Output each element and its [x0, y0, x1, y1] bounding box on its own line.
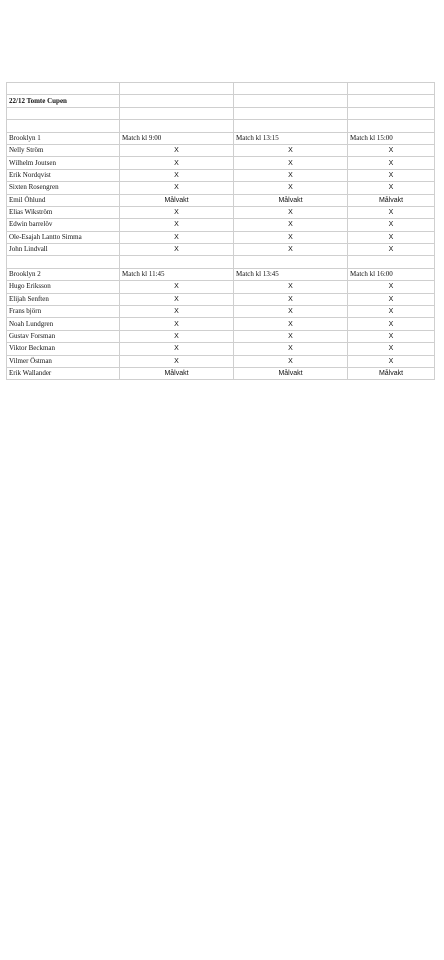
match-time-header: Match kl 16:00 — [348, 268, 435, 280]
player-row — [7, 144, 435, 156]
player-name: Erik Nordqvist — [7, 169, 120, 181]
match-time-header: Match kl 13:45 — [234, 268, 348, 280]
player-row — [7, 306, 435, 318]
empty-row — [7, 83, 435, 95]
attendance-mark: X — [234, 330, 348, 342]
attendance-mark: X — [120, 231, 234, 243]
player-row — [7, 206, 435, 218]
player-row — [7, 219, 435, 231]
attendance-mark: X — [120, 330, 234, 342]
team-header-row — [7, 268, 435, 280]
attendance-mark: Målvakt — [348, 194, 435, 206]
attendance-mark: X — [234, 293, 348, 305]
attendance-mark: X — [120, 157, 234, 169]
player-row — [7, 355, 435, 367]
attendance-mark: X — [234, 318, 348, 330]
player-name: Elias Wikström — [7, 206, 120, 218]
player-name: Viktor Beckman — [7, 343, 120, 355]
player-name: Wilhelm Joutsen — [7, 157, 120, 169]
attendance-mark: X — [348, 231, 435, 243]
player-row — [7, 318, 435, 330]
player-name: Elijah Senften — [7, 293, 120, 305]
schedule-table — [6, 82, 435, 380]
player-row — [7, 157, 435, 169]
attendance-mark: X — [348, 343, 435, 355]
team-header-row — [7, 132, 435, 144]
match-time-header: Match kl 9:00 — [120, 132, 234, 144]
player-name: John Lindvall — [7, 244, 120, 256]
player-row — [7, 330, 435, 342]
player-name: Gustav Forsman — [7, 330, 120, 342]
team-name: Brooklyn 1 — [7, 132, 120, 144]
attendance-mark: X — [234, 343, 348, 355]
player-name: Noah Lundgren — [7, 318, 120, 330]
empty-row — [7, 256, 435, 268]
player-row — [7, 231, 435, 243]
player-row — [7, 194, 435, 206]
player-name: Emil Öhlund — [7, 194, 120, 206]
player-name: Nelly Ström — [7, 144, 120, 156]
attendance-mark: X — [348, 318, 435, 330]
player-name: Hugo Eriksson — [7, 281, 120, 293]
attendance-mark: X — [120, 182, 234, 194]
attendance-mark: X — [234, 206, 348, 218]
attendance-mark: X — [120, 169, 234, 181]
attendance-mark: Målvakt — [234, 367, 348, 379]
attendance-mark: X — [234, 144, 348, 156]
attendance-mark: Målvakt — [120, 194, 234, 206]
attendance-mark: X — [348, 293, 435, 305]
attendance-mark: X — [234, 355, 348, 367]
attendance-mark: X — [120, 306, 234, 318]
attendance-mark: X — [234, 281, 348, 293]
attendance-mark: Målvakt — [348, 367, 435, 379]
attendance-mark: X — [348, 355, 435, 367]
match-time-header: Match kl 13:15 — [234, 132, 348, 144]
attendance-mark: X — [348, 157, 435, 169]
attendance-mark: X — [348, 306, 435, 318]
player-name: Erik Wallander — [7, 367, 120, 379]
empty-row — [7, 107, 435, 119]
attendance-mark: X — [120, 281, 234, 293]
attendance-mark: X — [234, 182, 348, 194]
attendance-mark: X — [234, 157, 348, 169]
attendance-mark: X — [348, 219, 435, 231]
attendance-mark: X — [234, 231, 348, 243]
player-name: Ole-Esajah Lantto Simma — [7, 231, 120, 243]
empty-row — [7, 120, 435, 132]
attendance-mark: X — [348, 169, 435, 181]
player-row — [7, 244, 435, 256]
player-row — [7, 293, 435, 305]
player-name: Frans björn — [7, 306, 120, 318]
attendance-mark: X — [234, 219, 348, 231]
attendance-mark: X — [120, 244, 234, 256]
player-name: Vilmer Östman — [7, 355, 120, 367]
attendance-mark: X — [348, 281, 435, 293]
attendance-mark: X — [120, 355, 234, 367]
attendance-mark: X — [348, 330, 435, 342]
attendance-mark: Målvakt — [120, 367, 234, 379]
attendance-mark: X — [234, 169, 348, 181]
schedule-body — [7, 83, 435, 380]
player-row — [7, 281, 435, 293]
attendance-mark: X — [120, 318, 234, 330]
attendance-mark: Målvakt — [234, 194, 348, 206]
attendance-mark: X — [234, 306, 348, 318]
player-row — [7, 343, 435, 355]
page-title: 22/12 Tomte Cupen — [7, 95, 120, 107]
player-name: Sixten Rosengren — [7, 182, 120, 194]
attendance-mark: X — [348, 206, 435, 218]
attendance-mark: X — [120, 293, 234, 305]
player-row — [7, 169, 435, 181]
attendance-mark: X — [120, 144, 234, 156]
player-row — [7, 367, 435, 379]
attendance-mark: X — [120, 206, 234, 218]
player-row — [7, 182, 435, 194]
match-time-header: Match kl 15:00 — [348, 132, 435, 144]
attendance-mark: X — [348, 182, 435, 194]
team-name: Brooklyn 2 — [7, 268, 120, 280]
player-name: Edwin barrelöv — [7, 219, 120, 231]
attendance-mark: X — [348, 244, 435, 256]
attendance-mark: X — [348, 144, 435, 156]
title-row — [7, 95, 435, 107]
match-time-header: Match kl 11:45 — [120, 268, 234, 280]
attendance-mark: X — [120, 219, 234, 231]
attendance-mark: X — [234, 244, 348, 256]
attendance-mark: X — [120, 343, 234, 355]
